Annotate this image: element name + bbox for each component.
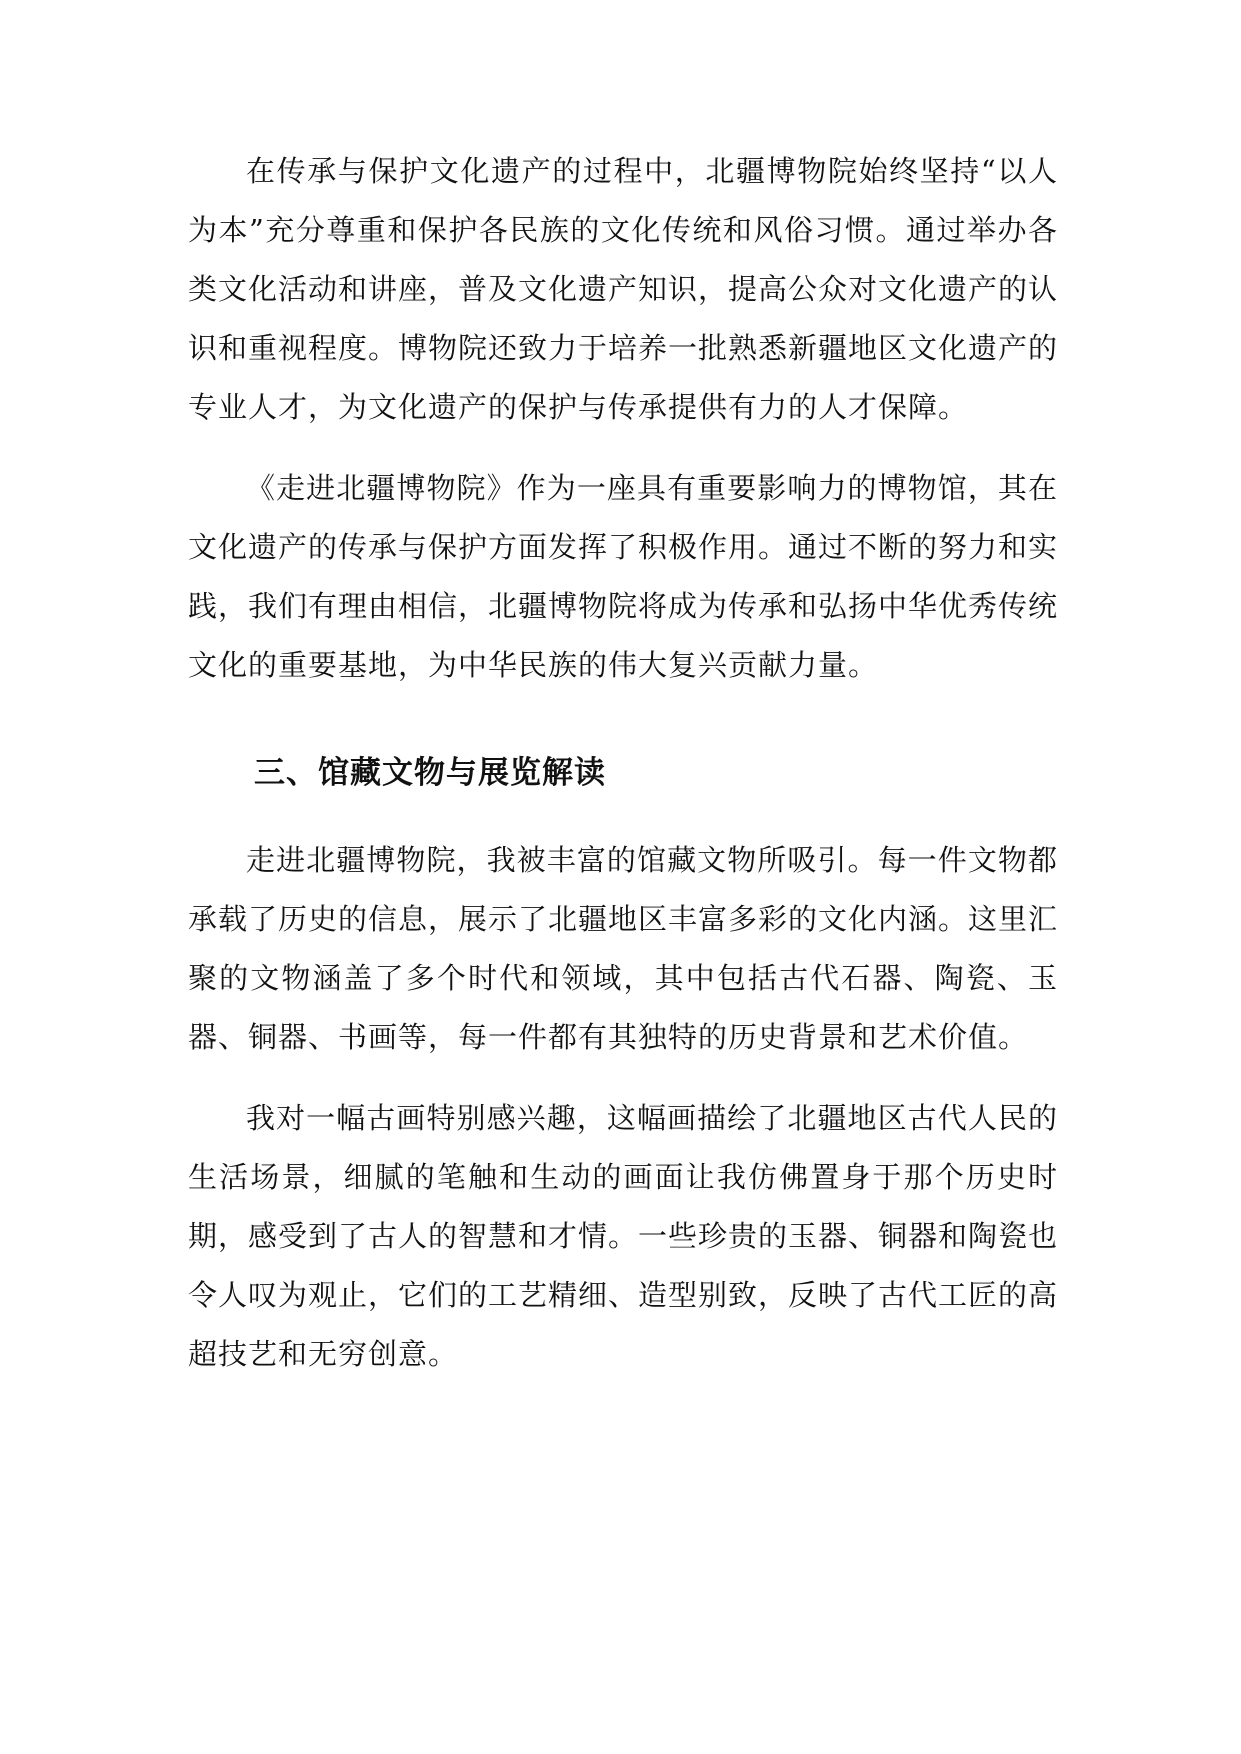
body-paragraph: 我对一幅古画特别感兴趣，这幅画描绘了北疆地区古代人民的生活场景，细腻的笔触和生动的画面让我仿佛置身于那个历史时期，感受到了古人的智慧和才情。一些珍贵的玉器、铜器和陶瓷也令人叹为观止，它们的工艺精细、造型别致，反映了古代工匠的高超技艺和无穷创意。 bbox=[188, 1101, 1059, 1371]
body-paragraph: 在传承与保护文化遗产的过程中，北疆博物院始终坚持“以人为本”充分尊重和保护各民族的文化传统和风俗习惯。通过举办各类文化活动和讲座，普及文化遗产知识，提高公众对文化遗产的认识和重视程度。博物院还致力于培养一批熟悉新疆地区文化遗产的专业人才，为文化遗产的保护与传承提供有力的人才保障。 bbox=[188, 154, 1059, 424]
body-paragraph: 走进北疆博物院，我被丰富的馆藏文物所吸引。每一件文物都承载了历史的信息，展示了北疆地区丰富多彩的文化内涵。这里汇聚的文物涵盖了多个时代和领域，其中包括古代石器、陶瓷、玉器、铜器、书画等，每一件都有其独特的历史背景和艺术价值。 bbox=[188, 843, 1059, 1054]
section-heading: 三、馆藏文物与展览解读 bbox=[254, 755, 606, 791]
body-paragraph: 《走进北疆博物院》作为一座具有重要影响力的博物馆，其在文化遗产的传承与保护方面发挥了积极作用。通过不断的努力和实践，我们有理由相信，北疆博物院将成为传承和弘扬中华优秀传统文化的重要基地，为中华民族的伟大复兴贡献力量。 bbox=[188, 471, 1059, 682]
document-body bbox=[188, 142, 1058, 1406]
